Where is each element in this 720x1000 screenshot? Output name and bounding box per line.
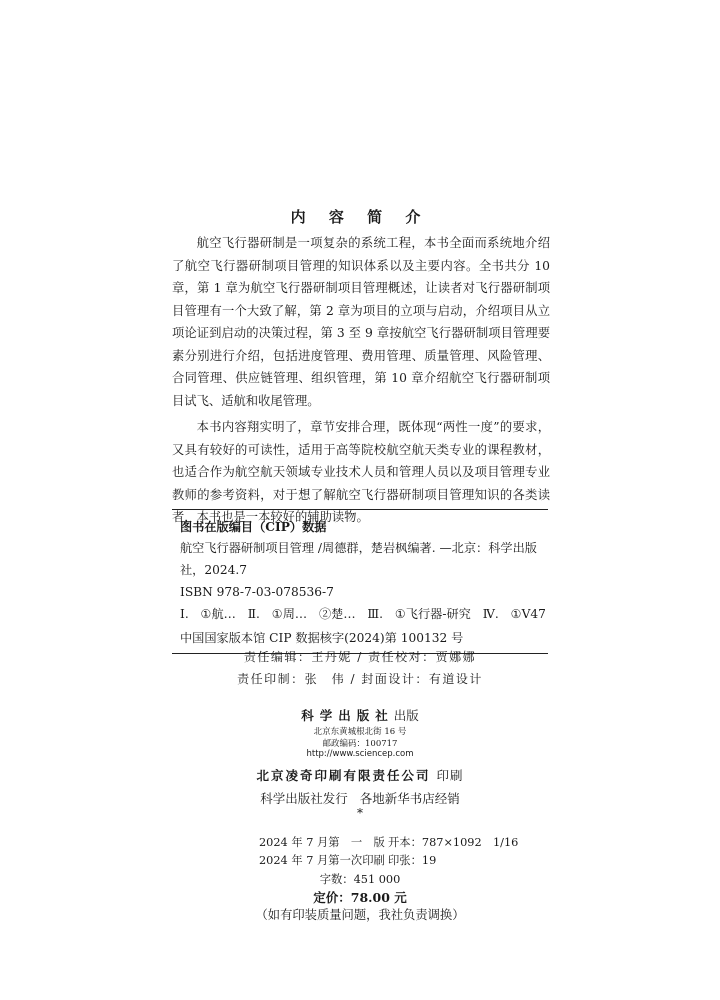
printer-line	[0, 766, 720, 784]
edition-text: 2024 年 7 月第 一 版	[259, 836, 385, 849]
printer-name: 北京凌奇印刷有限责任公司	[256, 768, 431, 783]
publisher-suffix: 出版	[393, 708, 419, 723]
distribution-line	[0, 789, 720, 807]
cip-subjects: Ⅰ. ①航… Ⅱ. ①周… ②楚… Ⅲ. ①飞行器-研究 Ⅳ. ①V47	[180, 607, 546, 621]
intro-title: 内 容 简 介	[290, 208, 430, 226]
intro-body	[172, 232, 550, 529]
intro-paragraph: 航空飞行器研制是一项复杂的系统工程，本书全面而系统地介绍了航空飞行器研制项目管理的知识体系以及主要内容。全书共分 10 章，第 1 章为航空飞行器研制项目管理概述，让读者对飞行器研制项目管理有一个大致了解，第 2 章为项目的立项与启动，介绍项目从立项论证到启动的决策过程，第 3 至 9 章按航空飞行器研制项目管理要素分别进行介绍，包括进度管理、费用管理、质量管理、风险管理、合同管理、供应链管理、组织管理，第 10 章介绍航空飞行器研制项目试飞、适航和收尾管理。	[172, 236, 550, 408]
distribution-sellers: 各地新华书店经销	[359, 791, 460, 806]
quality-notice: （如有印装质量问题，我社负责调换）	[255, 908, 465, 922]
publisher-name: 科学出版社	[301, 708, 394, 723]
divider-star: *	[357, 806, 363, 820]
intro-paragraph: 本书内容翔实明了，章节安排合理，既体现“两性一度”的要求，又具有较好的可读性，适用于高等院校航空航天类专业的课程教材，也适合作为航空航天领域专业技术人员和管理人员以及项目管理专业教师的参考资料，对于想了解航空飞行器研制项目管理知识的各类读者，本书也是一本较好的辅助读物。	[172, 420, 550, 524]
publisher-address: 北京东黄城根北街 16 号	[313, 727, 407, 737]
cip-data-block	[172, 509, 548, 654]
publisher-line	[0, 706, 720, 724]
format-text: 开本：787×1092 1/16	[388, 836, 519, 849]
publisher-website: http://www.sciencep.com	[306, 749, 414, 759]
word-count: 字数：451 000	[319, 873, 401, 886]
cip-title-line: 航空飞行器研制项目管理 /周德群，楚岩枫编著. —北京：科学出版社，2024.7	[180, 541, 537, 577]
printer-suffix: 印刷	[436, 768, 464, 783]
publisher-zip: 邮政编码：100717	[322, 739, 398, 749]
staff-line-editors: 责任编辑：王丹妮 / 责任校对：贾娜娜	[243, 650, 477, 664]
cip-isbn: ISBN 978-7-03-078536-7	[180, 585, 334, 599]
spec-row-edition	[259, 834, 519, 850]
price: 定价：78.00 元	[313, 890, 407, 905]
printing-text: 2024 年 7 月第一次印刷	[259, 854, 385, 867]
staff-line-printing: 责任印制：张 伟 / 封面设计：有道设计	[237, 672, 483, 686]
distribution-publisher: 科学出版社发行	[260, 791, 348, 806]
cip-heading: 图书在版编目（CIP）数据	[180, 520, 327, 534]
cip-number: 中国国家版本馆 CIP 数据核字(2024)第 100132 号	[180, 631, 464, 645]
spec-row-printing	[259, 852, 437, 868]
sheets-text: 印张：19	[388, 854, 437, 867]
